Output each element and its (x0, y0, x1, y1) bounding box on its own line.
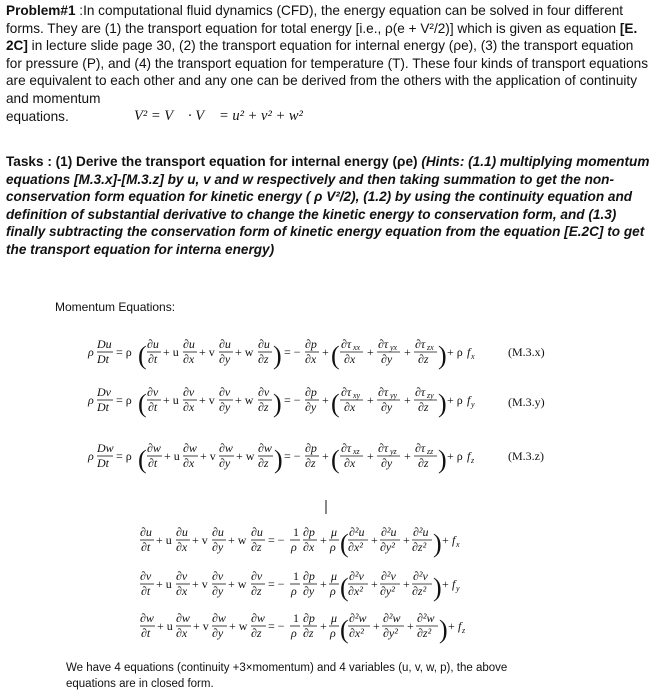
problem-text: :In computational fluid dynamics (CFD), the energy equation can be solved in four different forms. They are (1) the transport equation for total energy [i.e., ρ(e + V²/2)] which is given as equation (6, 3, 624, 36)
svg-text:∂x: ∂x (305, 352, 317, 366)
svg-text:∂y: ∂y (212, 584, 224, 598)
svg-text:+: + (442, 533, 449, 547)
svg-text:∂²w: ∂²w (417, 611, 435, 625)
svg-text:): ) (433, 573, 442, 602)
svg-text:ρ: ρ (88, 449, 94, 463)
svg-text:∂u: ∂u (251, 525, 263, 539)
svg-text:∂τ: ∂τ (415, 337, 426, 351)
svg-text:∂u: ∂u (258, 337, 270, 351)
svg-text:Dt: Dt (97, 456, 109, 470)
svg-text:∂x: ∂x (183, 456, 195, 470)
svg-text:f: f (467, 449, 471, 463)
momentum-title: Momentum Equations: (55, 300, 176, 314)
svg-text:∂y: ∂y (303, 584, 315, 598)
svg-text:∂²v: ∂²v (381, 569, 396, 583)
svg-text:+ v: + v (193, 619, 209, 633)
svg-text:∂p: ∂p (303, 525, 315, 539)
svg-text:= −: = − (284, 393, 301, 407)
svg-text:∂v: ∂v (147, 385, 159, 399)
svg-text:ρ: ρ (88, 393, 94, 407)
svg-text:∂x: ∂x (183, 352, 195, 366)
svg-text:ρ: ρ (291, 626, 297, 640)
svg-text:z: z (462, 626, 466, 635)
svg-text:ρ: ρ (330, 626, 336, 640)
tasks-intro: : (1) (43, 154, 77, 169)
svg-text:∂x: ∂x (344, 456, 356, 470)
svg-text:Dt: Dt (97, 400, 109, 414)
svg-text:∂p: ∂p (305, 385, 317, 399)
svg-text:+ v: + v (200, 449, 216, 463)
svg-text:∂y: ∂y (381, 400, 393, 414)
tag-m3y: (M.3.y) (508, 395, 545, 409)
svg-text:y: y (456, 584, 460, 593)
svg-text:∂p: ∂p (305, 441, 317, 455)
svg-text:(: ( (340, 529, 349, 558)
svg-text:∂z²: ∂z² (412, 540, 427, 554)
svg-text:∂z: ∂z (251, 540, 262, 554)
svg-text:f: f (452, 577, 456, 591)
equation-m3z (87, 441, 544, 474)
svg-text:+: + (403, 577, 410, 591)
svg-text:∂x: ∂x (176, 584, 188, 598)
svg-text:xz: xz (353, 447, 360, 456)
svg-text:+ ρ: + ρ (447, 449, 463, 463)
svg-text:∂²u: ∂²u (413, 525, 429, 539)
svg-text:∂y: ∂y (305, 400, 317, 414)
svg-text:+: + (322, 449, 329, 463)
equation-m3x (87, 337, 545, 370)
svg-text:∂v: ∂v (251, 569, 263, 583)
svg-text:Dt: Dt (97, 352, 109, 366)
svg-text:μ: μ (331, 525, 338, 539)
svg-text:+: + (404, 393, 411, 407)
svg-text:(: ( (138, 341, 147, 370)
svg-text:+ v: + v (192, 533, 208, 547)
svg-text:∂w: ∂w (219, 441, 233, 455)
svg-text:μ: μ (331, 611, 338, 625)
svg-text:1: 1 (293, 569, 299, 583)
svg-text:∂w: ∂w (147, 441, 161, 455)
svg-text:∂x: ∂x (344, 400, 356, 414)
svg-text:∂v: ∂v (176, 569, 188, 583)
svg-text:∂v: ∂v (219, 385, 231, 399)
svg-text:∂x: ∂x (303, 540, 315, 554)
equation-m3y (87, 385, 545, 418)
svg-text:= ρ: = ρ (116, 345, 132, 359)
svg-text:∂τ: ∂τ (378, 441, 389, 455)
svg-text:(: ( (340, 615, 349, 644)
svg-text:∂w: ∂w (212, 611, 226, 625)
svg-text:= −: = − (284, 449, 301, 463)
svg-text:∂y: ∂y (219, 400, 231, 414)
svg-text:+: + (367, 345, 374, 359)
svg-text:∂w: ∂w (176, 611, 190, 625)
svg-text:ρ: ρ (330, 540, 336, 554)
svg-text:yy: yy (390, 391, 398, 400)
svg-text:+: + (320, 619, 327, 633)
closure-note: We have 4 equations (continuity +3×momentum) and 4 variables (u, v, w, p), the above equations are in closed form. (66, 662, 508, 690)
svg-text:∂z²: ∂z² (412, 584, 427, 598)
svg-text:+ v: + v (199, 345, 215, 359)
equation-ref: [E. 2C] (6, 20, 638, 54)
svg-text:∂²v: ∂²v (413, 569, 428, 583)
svg-text:1: 1 (293, 525, 299, 539)
svg-text:∂²u: ∂²u (349, 525, 365, 539)
svg-text:ρ: ρ (330, 584, 336, 598)
svg-text:+: + (320, 577, 327, 591)
tag-m3z: (M.3.z) (508, 449, 544, 463)
svg-text:(: ( (138, 389, 147, 418)
svg-text:+: + (320, 533, 327, 547)
svg-text:∂²w: ∂²w (383, 611, 401, 625)
svg-text:∂x²: ∂x² (349, 626, 364, 640)
problem-text-2: in lecture slide page 30, (2) the transport equation for internal energy (ρe), (3) the transport equation for pressure (P), and (4) the transport equation for temperature (T). These four kinds of transport equations are equivalent to each other and any one can be derived from the others with the application of continuity and momentum (6, 38, 648, 106)
svg-text:x: x (471, 352, 475, 361)
svg-text:(: ( (331, 341, 340, 370)
svg-text:+ u: + u (163, 393, 179, 407)
svg-text:∂w: ∂w (140, 611, 154, 625)
svg-text:(: ( (138, 445, 147, 474)
svg-text:∂τ: ∂τ (378, 385, 389, 399)
svg-text:+: + (404, 345, 411, 359)
svg-text:+: + (371, 577, 378, 591)
svg-text:∂²v: ∂²v (349, 569, 364, 583)
svg-text:∂t: ∂t (148, 456, 158, 470)
svg-text:(: ( (331, 445, 340, 474)
svg-text:): ) (433, 529, 442, 558)
svg-text:∂τ: ∂τ (341, 441, 352, 455)
svg-text:∂u: ∂u (212, 525, 224, 539)
svg-text:+ w: + w (236, 449, 255, 463)
svg-text:∂τ: ∂τ (415, 441, 426, 455)
svg-text:Dv: Dv (97, 385, 111, 399)
problem-heading: Problem#1 (6, 3, 76, 18)
svg-text:∂p: ∂p (303, 611, 315, 625)
svg-text:xx: xx (353, 343, 361, 352)
svg-text:= −: = − (268, 577, 285, 591)
svg-text:+ w: + w (229, 619, 248, 633)
svg-text:+ u: + u (156, 533, 172, 547)
svg-text:= ρ: = ρ (116, 393, 132, 407)
svg-text:+: + (322, 345, 329, 359)
task-hint: (Hints: (1.1) multiplying momentum equations [M.3.x]-[M.3.z] by u, v and w respectively and then taking summation to get the non-conservation form equation for kinetic energy ( ρ V²/2), (1.2) by using the continuity equation and definition of substantial derivative to change the kinetic energy to conservation form, and (1.3) finally subtracting the conservation form of kinetic energy equation from the equation [E.2C] to get the transport equation for interna energy) (6, 154, 650, 257)
svg-text:f: f (467, 393, 471, 407)
svg-text:+: + (371, 533, 378, 547)
svg-text:+: + (367, 393, 374, 407)
svg-text:∂²w: ∂²w (349, 611, 367, 625)
svg-text:∂x: ∂x (176, 540, 188, 554)
equations-word: equations. (6, 108, 69, 124)
svg-text:∂u: ∂u (140, 525, 152, 539)
svg-text:+: + (373, 619, 380, 633)
svg-text:= ρ: = ρ (116, 449, 132, 463)
svg-text:ρ: ρ (291, 540, 297, 554)
svg-text:∂z: ∂z (418, 352, 429, 366)
svg-text:∂v: ∂v (258, 385, 270, 399)
svg-text:(: ( (331, 389, 340, 418)
svg-text:∂y: ∂y (212, 626, 224, 640)
svg-text:∂z: ∂z (258, 352, 269, 366)
svg-text:∂z: ∂z (258, 400, 269, 414)
svg-text:ρ: ρ (88, 345, 94, 359)
svg-text:∂x²: ∂x² (348, 540, 363, 554)
svg-text:= −: = − (268, 533, 285, 547)
svg-text:∂t: ∂t (141, 584, 151, 598)
svg-text:1: 1 (293, 611, 299, 625)
svg-text:∂v: ∂v (140, 569, 152, 583)
svg-text:x: x (456, 540, 460, 549)
svg-text:∂v: ∂v (183, 385, 195, 399)
svg-text:∂u: ∂u (219, 337, 231, 351)
svg-text:+ v: + v (192, 577, 208, 591)
svg-text:∂t: ∂t (141, 540, 151, 554)
svg-text:∂t: ∂t (148, 400, 158, 414)
svg-text:∂x: ∂x (183, 400, 195, 414)
svg-text:+ v: + v (199, 393, 215, 407)
svg-text:+ w: + w (228, 533, 247, 547)
svg-text:∂y²: ∂y² (380, 540, 395, 554)
svg-text:∂x: ∂x (344, 352, 356, 366)
svg-text:(: ( (340, 573, 349, 602)
svg-text:xy: xy (353, 391, 361, 400)
svg-text:+ ρ: + ρ (447, 345, 463, 359)
svg-text:+ u: + u (157, 619, 173, 633)
svg-text:∂t: ∂t (141, 626, 151, 640)
svg-text:+ w: + w (235, 393, 254, 407)
svg-text:+ u: + u (163, 345, 179, 359)
svg-text:∂z: ∂z (305, 456, 316, 470)
svg-text:): ) (273, 341, 282, 370)
svg-text:∂y: ∂y (381, 352, 393, 366)
svg-text:z: z (471, 456, 475, 465)
svg-text:): ) (273, 389, 282, 418)
svg-text:∂z: ∂z (418, 400, 429, 414)
svg-text:): ) (438, 341, 447, 370)
svg-text:y: y (471, 400, 475, 409)
svg-text:+ u: + u (156, 577, 172, 591)
svg-text:∂u: ∂u (147, 337, 159, 351)
svg-text:∂τ: ∂τ (415, 385, 426, 399)
svg-text:+: + (404, 449, 411, 463)
svg-text:∂w: ∂w (183, 441, 197, 455)
svg-text:∂z: ∂z (251, 584, 262, 598)
svg-text:ρ: ρ (291, 584, 297, 598)
svg-text:∂z: ∂z (303, 626, 314, 640)
svg-text:∂τ: ∂τ (341, 337, 352, 351)
svg-text:yx: yx (390, 343, 398, 352)
svg-text:Du: Du (97, 337, 112, 351)
svg-text:): ) (274, 445, 283, 474)
svg-text:+ w: + w (235, 345, 254, 359)
svg-text:+ u: + u (164, 449, 180, 463)
svg-text:+: + (442, 577, 449, 591)
svg-text:+: + (407, 619, 414, 633)
svg-text:zy: zy (427, 391, 434, 400)
svg-text:+ ρ: + ρ (447, 393, 463, 407)
svg-text:zz: zz (427, 447, 434, 456)
svg-text:+: + (448, 619, 455, 633)
svg-text:Dw: Dw (97, 441, 114, 455)
svg-text:∂w: ∂w (251, 611, 265, 625)
tasks-label: Tasks (6, 154, 44, 169)
svg-text:∂p: ∂p (303, 569, 315, 583)
svg-text:∂w: ∂w (258, 441, 272, 455)
svg-text:∂t: ∂t (148, 352, 158, 366)
svg-text:∂y: ∂y (219, 456, 231, 470)
svg-text:∂z: ∂z (418, 456, 429, 470)
equation-ns-y (140, 569, 460, 602)
equation-ns-x (140, 525, 460, 558)
svg-text:∂y: ∂y (381, 456, 393, 470)
svg-text:= −: = − (284, 345, 301, 359)
svg-text:∂y²: ∂y² (380, 584, 395, 598)
svg-text:): ) (439, 615, 448, 644)
svg-text:f: f (467, 345, 471, 359)
velocity-formula: V² = V⃗ · V⃗ = u² + v² + w² (134, 107, 303, 124)
svg-text:∂τ: ∂τ (378, 337, 389, 351)
svg-text:zx: zx (427, 343, 434, 352)
svg-text:= −: = − (268, 619, 285, 633)
svg-text:∂v: ∂v (212, 569, 224, 583)
svg-text:∂x²: ∂x² (348, 584, 363, 598)
svg-text:∂τ: ∂τ (341, 385, 352, 399)
svg-text:∂u: ∂u (176, 525, 188, 539)
svg-text:∂u: ∂u (183, 337, 195, 351)
svg-text:+: + (367, 449, 374, 463)
svg-text:∂z: ∂z (251, 626, 262, 640)
svg-text:∂x: ∂x (176, 626, 188, 640)
svg-text:+: + (322, 393, 329, 407)
svg-text:∂²u: ∂²u (381, 525, 397, 539)
svg-text:∂z: ∂z (258, 456, 269, 470)
tag-m3x: (M.3.x) (508, 345, 545, 359)
svg-text:+: + (403, 533, 410, 547)
svg-text:∂p: ∂p (305, 337, 317, 351)
svg-text:f: f (452, 533, 456, 547)
svg-text:f: f (458, 619, 462, 633)
svg-text:): ) (438, 389, 447, 418)
task-bold-text: Derive the transport equation for internal energy (ρe) (76, 154, 422, 169)
svg-text:∂z²: ∂z² (417, 626, 432, 640)
svg-text:yz: yz (390, 447, 397, 456)
svg-text:+ w: + w (228, 577, 247, 591)
equation-ns-z (140, 611, 466, 644)
svg-text:∂y: ∂y (212, 540, 224, 554)
svg-text:μ: μ (331, 569, 338, 583)
svg-text:): ) (438, 445, 447, 474)
svg-text:∂y: ∂y (219, 352, 231, 366)
svg-text:∂y²: ∂y² (383, 626, 398, 640)
